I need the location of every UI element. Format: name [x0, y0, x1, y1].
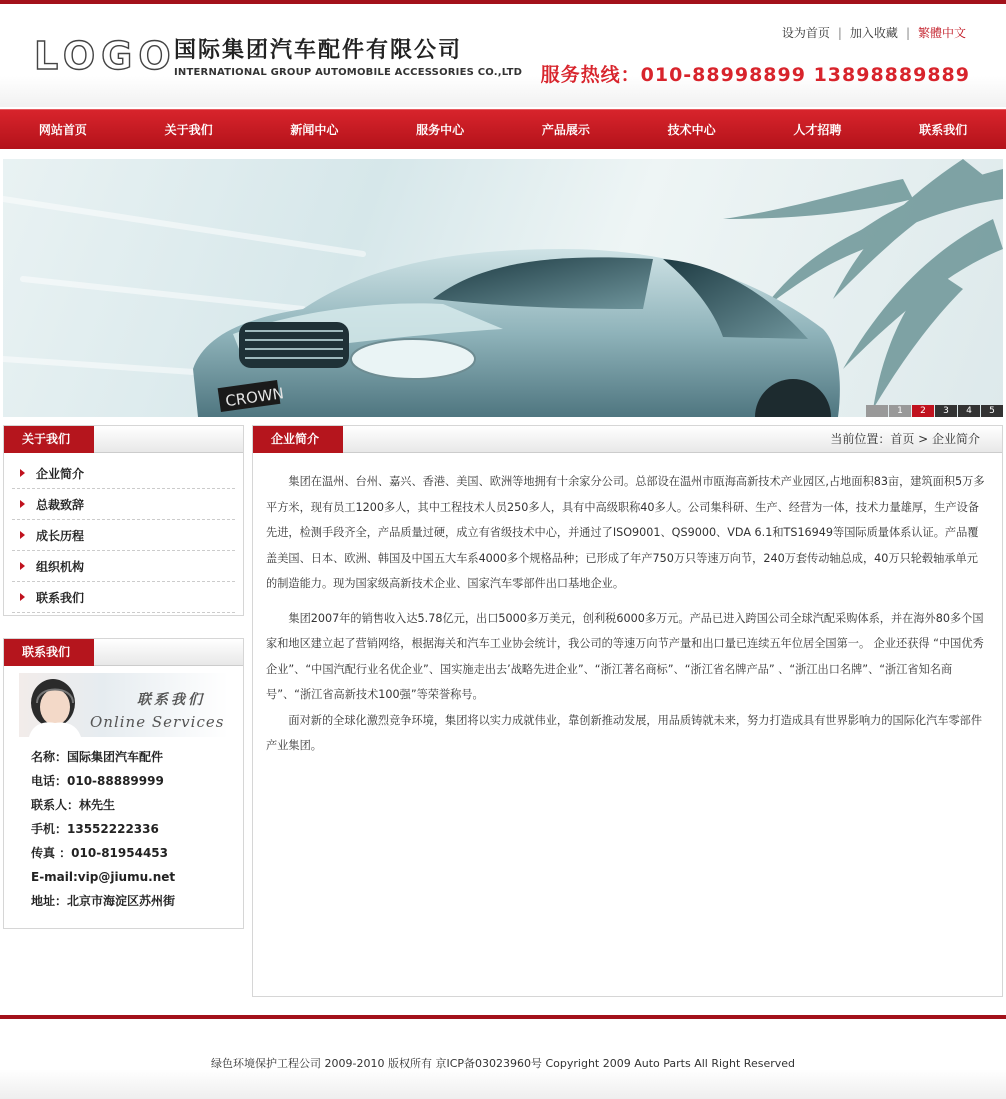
main-nav — [0, 109, 1006, 149]
content-column — [252, 425, 1003, 1009]
nav-jobs[interactable]: 人才招聘 — [793, 123, 842, 137]
article-paragraph: 集团2007年的销售收入达5.78亿元，出口5000多万美元，创利税6000多万元。产品已进入跨国公司全球汽配采购体系，并在海外80多个国家和地区建立起了营销网络，根据海关和汽车工业协会统计，我公司的等速万向节产量和出口量已连续五年位居全国第一。 企业还获得 “中国优秀企业”、“中国汽配行业名优企业”、国实施走出去’战略先进企业”、“浙江著名商标”、“浙江省名牌产品” 、“浙江出口名牌”、“浙江省知名商号”、“浙江省高新技术100强”等荣誉称号。 — [266, 611, 984, 701]
nav-news[interactable]: 新闻中心 — [290, 123, 339, 137]
contact-fax: 传真 ：010-81954453 — [31, 846, 169, 860]
car-headlight — [351, 339, 475, 379]
sidebar-item-label: 企业简介 — [36, 466, 85, 481]
banner-page-1[interactable]: 1 — [889, 405, 911, 417]
contact-box-title: 联系我们 — [4, 639, 94, 666]
content-header — [253, 426, 1002, 453]
nav-tech[interactable]: 技术中心 — [667, 123, 716, 137]
sidebar-item-contact[interactable] — [12, 582, 235, 613]
online-service-title-cn: 联系我们 — [137, 692, 205, 708]
hero-banner[interactable] — [3, 159, 1003, 417]
online-service-title-en: Online Services — [90, 713, 225, 731]
copyright-text: 绿色环境保护工程公司 2009-2010 版权所有 京ICP备03023960号 Copyright 2009 Auto Parts All Right Reserved — [211, 1057, 795, 1070]
nav-home[interactable]: 网站首页 — [38, 123, 87, 137]
about-box-title: 关于我们 — [4, 426, 94, 453]
add-favorite-link[interactable]: 加入收藏 — [849, 26, 898, 40]
set-homepage-link[interactable]: 设为首页 — [781, 26, 830, 40]
sidebar-item-label: 成长历程 — [36, 528, 85, 543]
breadcrumb[interactable]: 当前位置：首页 > 企业简介 — [830, 432, 980, 446]
company-name-cn: 国际集团汽车配件有限公司 — [174, 38, 463, 63]
contact-box — [3, 638, 244, 929]
about-box — [3, 425, 244, 616]
sidebar-item-label: 总裁致辞 — [36, 497, 85, 512]
online-service-banner[interactable] — [19, 673, 228, 737]
customer-service-icon — [19, 673, 89, 737]
sidebar-item-label: 联系我们 — [36, 590, 85, 605]
divider: | — [837, 26, 842, 40]
sidebar-item-company-profile[interactable] — [12, 458, 235, 489]
nav-products[interactable]: 产品展示 — [541, 123, 590, 137]
contact-phone: 电话：010-88889999 — [31, 774, 164, 788]
article-paragraph: 面对新的全球化激烈竞争环境，集团将以实力成就伟业，靠创新推动发展，用品质铸就未来，努力打造成具有世界影响力的国际化汽车零部件产业集团。 — [266, 713, 983, 752]
footer — [0, 1019, 1006, 1099]
sidebar — [3, 425, 244, 1009]
top-links — [776, 24, 972, 41]
banner-page-3[interactable]: 3 — [935, 405, 957, 417]
arrow-right-icon — [20, 562, 25, 570]
contact-info — [4, 741, 243, 913]
banner-page-4[interactable]: 4 — [958, 405, 980, 417]
company-name-en: INTERNATIONAL GROUP AUTOMOBILE ACCESSORIES CO.,LTD — [174, 67, 523, 78]
contact-person: 联系人：林先生 — [31, 798, 116, 812]
nav-service[interactable]: 服务中心 — [416, 123, 465, 137]
contact-email[interactable]: E-mail:vip@jiumu.net — [31, 870, 176, 884]
content-title: 企业简介 — [253, 426, 343, 453]
contact-mobile: 手机：13552222336 — [31, 822, 159, 836]
divider: | — [905, 26, 910, 40]
sidebar-item-label: 组织机构 — [36, 559, 85, 574]
contact-address: 地址：北京市海淀区苏州街 — [31, 894, 176, 908]
car-illustration — [3, 159, 1003, 417]
article-paragraph: 集团在温州、台州、嘉兴、香港、美国、欧洲等地拥有十余家分公司。总部设在温州市瓯海高新技术产业园区,占地面积83亩，建筑面积5万多平方米，现有员工1200多人，其中工程技术人员250多人，具有中高级职称40多人。公司集科研、生产、经营为一体，技术力量雄厚，生产设备先进，检测手段齐全，产品质量过硬，成立有省级技术中心，并通过了ISO9001、QS9000、VDA 6.1和TS16949等国际质量体系认证。产品覆盖美国、日本、欧洲、韩国及中国五大车系4000多个规格品种；已形成了年产750万只等速万向节，240万套传动轴总成，40万只轮毂轴承单元的制造能力。现为国家级高新技术企业、国家汽车零部件出口基地企业。 — [266, 475, 985, 590]
contact-name: 名称：国际集团汽车配件 — [31, 750, 164, 764]
sidebar-item-organization[interactable] — [12, 551, 235, 582]
banner-pager — [865, 405, 1003, 417]
banner-page-2[interactable]: 2 — [912, 405, 934, 417]
banner-page-prev[interactable] — [866, 405, 888, 417]
arrow-right-icon — [20, 500, 25, 508]
sidebar-item-president-message[interactable] — [12, 489, 235, 520]
about-box-header — [4, 426, 243, 453]
arrow-right-icon — [20, 593, 25, 601]
site-header — [0, 4, 1006, 107]
license-plate-text: CROWN — [224, 384, 285, 411]
logo[interactable]: LOGO — [34, 34, 177, 78]
car-grille — [239, 322, 349, 368]
about-menu — [4, 453, 243, 615]
banner-page-5[interactable]: 5 — [981, 405, 1003, 417]
nav-about[interactable]: 关于我们 — [164, 123, 213, 137]
traditional-chinese-link[interactable]: 繁體中文 — [917, 26, 966, 40]
contact-box-header — [4, 639, 243, 666]
sidebar-item-history[interactable] — [12, 520, 235, 551]
article-body — [253, 453, 1002, 759]
arrow-right-icon — [20, 469, 25, 477]
main-area — [0, 417, 1006, 1009]
arrow-right-icon — [20, 531, 25, 539]
service-hotline: 服务热线：010-88998899 13898889889 — [540, 64, 970, 86]
content-box — [252, 425, 1003, 997]
nav-contact[interactable]: 联系我们 — [919, 123, 968, 137]
